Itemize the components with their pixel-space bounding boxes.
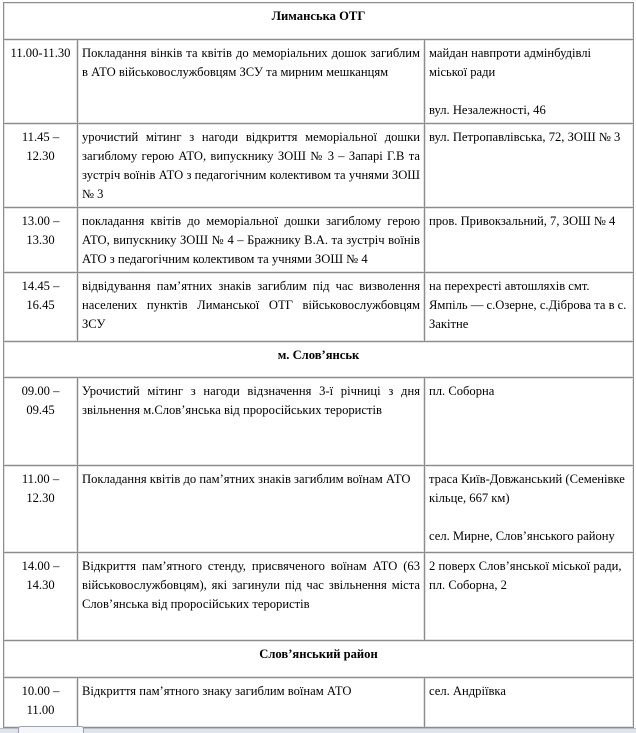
event-schedule-table [3,2,634,728]
event-time: 11.00 – 12.30 [4,466,78,553]
event-description: Урочистий мітинг з нагоди відзначення 3-ї річниці з дня звільнення м.Слов’янська від проросійських терористів [78,378,425,466]
section-title: Лиманська ОТГ [4,3,634,40]
table-row [4,378,634,466]
event-description: Покладання квітів до пам’ятних знаків загиблим воїнам АТО [78,466,425,553]
section-header-row [4,3,634,40]
event-location: траса Київ-Довжанський (Семенівке кільце, 667 км) сел. Мирне, Слов’янського району [425,466,634,553]
event-description: Відкриття пам’ятного стенду, присвяченого воїнам АТО (63 військовослужбовцям), які загинули під час звільнення міста Слов’янська від проросійських терористів [78,553,425,641]
section-title: Слов’янський район [4,641,634,678]
event-time: 13.00 – 13.30 [4,208,78,273]
table-row [4,273,634,342]
section-header-row [4,641,634,678]
section-title: м. Слов’янськ [4,342,634,378]
event-location: пл. Соборна [425,378,634,466]
event-location: на перехресті автошляхів смт. Ямпіль — с.Озерне, с.Діброва та в с. Закітне [425,273,634,342]
event-description: покладання квітів до меморіальної дошки загиблому герою АТО, випускнику ЗОШ № 4 – Бражнику В.А. та зустріч воїнів АТО з педагогічним колективом та учнями ЗОШ № 4 [78,208,425,273]
event-location: майдан навпроти адмінбудівлі міської ради вул. Незалежності, 46 [425,40,634,124]
event-description: відвідування пам’ятних знаків загиблим під час визволення населених пунктів Лиманської ОТГ військовослужбовцям ЗСУ [78,273,425,342]
event-location: пров. Привокзальний, 7, ЗОШ № 4 [425,208,634,273]
event-time: 10.00 – 11.00 [4,678,78,728]
table-row [4,124,634,208]
table-row [4,553,634,641]
event-time: 14.00 – 14.30 [4,553,78,641]
event-time: 11.00-11.30 [4,40,78,124]
event-location: 2 поверх Слов’янської міської ради, пл. Соборна, 2 [425,553,634,641]
event-time: 09.00 – 09.45 [4,378,78,466]
table-row [4,678,634,728]
event-location: вул. Петропавлівська, 72, ЗОШ № 3 [425,124,634,208]
event-description: Покладання вінків та квітів до меморіальних дошок загиблим в АТО військовослужбовцям ЗСУ та мирним мешканцям [78,40,425,124]
event-description: Відкриття пам’ятного знаку загиблим воїнам АТО [78,678,425,728]
event-location: сел. Андріївка [425,678,634,728]
event-description: урочистий мітинг з нагоди відкриття меморіальної дошки загиблому герою АТО, випускнику ЗОШ № 3 – Запарі Г.В та зустріч воїнів АТО з педагогічним колективом та учнями ЗОШ № 3 [78,124,425,208]
event-time: 11.45 – 12.30 [4,124,78,208]
table-row [4,208,634,273]
table-row [4,40,634,124]
section-header-row [4,342,634,378]
table-row [4,466,634,553]
window-bottom-edge [0,728,636,733]
event-time: 14.45 – 16.45 [4,273,78,342]
